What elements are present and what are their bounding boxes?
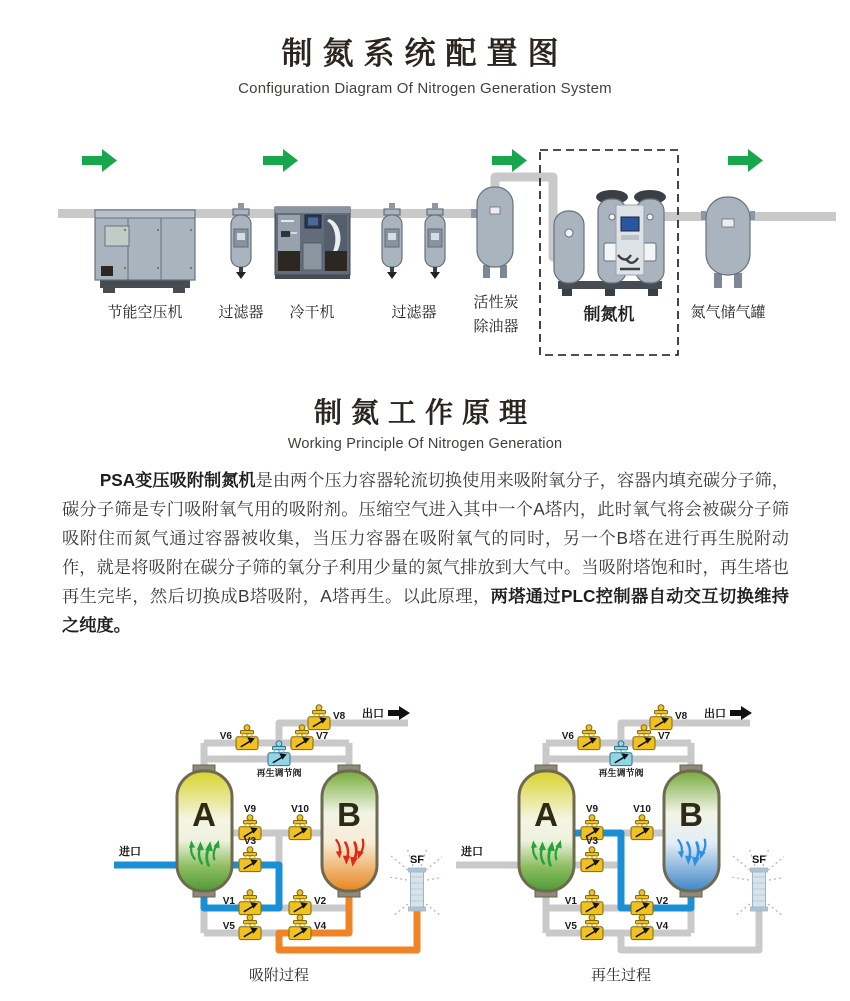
- v5-label: V5: [564, 921, 577, 932]
- v3-label: V3: [243, 836, 257, 847]
- config-header: [0, 28, 850, 97]
- sf-label: SF: [751, 854, 767, 866]
- valve-v4: [289, 915, 311, 940]
- valve-v1: [581, 890, 603, 915]
- page-subtitle: Configuration Diagram Of Nitrogen Generation System: [238, 80, 612, 97]
- v2-label: V2: [656, 896, 669, 907]
- valve-v2: [289, 890, 311, 915]
- flow-arrow-icon: [82, 149, 763, 172]
- valve-v6: [578, 725, 600, 750]
- v4-label: V4: [656, 921, 669, 932]
- tower-a-letter: A: [192, 796, 216, 833]
- tower-b: [664, 765, 719, 897]
- v7-label: V7: [658, 731, 671, 742]
- v7-label: V7: [316, 731, 329, 742]
- v1-label: V1: [564, 896, 577, 907]
- valve-v4: [631, 915, 653, 940]
- valve-v3: [239, 847, 261, 872]
- paragraph-bold-start: PSA变压吸附制氮机: [99, 470, 256, 490]
- nitrogen-generator-unit: [554, 190, 666, 296]
- tower-a-letter: A: [534, 796, 558, 833]
- system-flow-diagram: [0, 135, 850, 370]
- v8-label: V8: [333, 711, 346, 722]
- carbon-label-line2: 除油器: [473, 318, 519, 335]
- outlet-label: 出口: [704, 708, 726, 720]
- principle-paragraph: [62, 466, 789, 640]
- tower-b-letter: B: [337, 796, 361, 833]
- valve-v2: [631, 890, 653, 915]
- tower-b-letter: B: [679, 796, 703, 833]
- v8-label: V8: [675, 711, 688, 722]
- process-diagrams: [112, 695, 784, 995]
- v4-label: V4: [314, 921, 327, 932]
- nitrogen-tank-unit: [701, 197, 755, 288]
- tower-a: [177, 765, 232, 897]
- valve-v3: [581, 847, 603, 872]
- v5-label: V5: [222, 921, 235, 932]
- tower-b: [322, 765, 377, 897]
- compressor-label: 节能空压机: [107, 304, 183, 321]
- v3-label: V3: [585, 836, 599, 847]
- valve-v5: [239, 915, 261, 940]
- valve-v10: [289, 815, 311, 840]
- outlet-label: 出口: [362, 708, 384, 720]
- carbon-tank-unit: [471, 187, 513, 278]
- principle-header: [0, 391, 850, 452]
- generator-label: 制氮机: [583, 305, 635, 324]
- v10-label: V10: [633, 804, 651, 815]
- dryer-label: 冷干机: [289, 304, 335, 321]
- v6-label: V6: [219, 731, 232, 742]
- v10-label: V10: [291, 804, 309, 815]
- valve-v1: [239, 890, 261, 915]
- valve-v8: [308, 705, 330, 730]
- valve-v6: [236, 725, 258, 750]
- filter-unit-1: [231, 203, 251, 279]
- regeneration-process-diagram: [454, 695, 784, 995]
- paragraph-body: 是由两个压力容器轮流切换使用来吸附氧分子，容器内填充碳分子筛，碳分子筛是专门吸附氧气用的吸附剂。压缩空气进入其中一个A塔内，此时氧气将会被碳分子筛吸附住而氮气通过容器被收集，当压力容器在吸附氧气的同时，另一个B塔在进行再生脱附动作，就是将吸附在碳分子筛的氧分子利用少量的氮气排放到大气中。当吸附塔饱和时，再生塔也再生完毕，然后切换成B塔吸附，A塔再生。以此原理，: [62, 470, 789, 606]
- v6-label: V6: [561, 731, 574, 742]
- valve-v10: [631, 815, 653, 840]
- filter-unit-2: [382, 203, 402, 279]
- page-title: 制氮系统配置图: [281, 36, 569, 71]
- v9-label: V9: [585, 804, 599, 815]
- paragraph-bold-end: 两塔通过PLC控制器自动交互切换维持之纯度。: [62, 586, 789, 635]
- tower-a: [519, 765, 574, 897]
- filter-unit-3: [425, 203, 445, 279]
- outlet-arrow-icon: [730, 706, 752, 720]
- filter1-label: 过滤器: [218, 304, 264, 321]
- outlet-arrow-icon: [388, 706, 410, 720]
- adsorption-caption: 吸附过程: [248, 967, 310, 984]
- v2-label: V2: [314, 896, 327, 907]
- adsorption-process-diagram: [112, 695, 442, 995]
- regen-valve-label: 再生调节阀: [256, 768, 302, 778]
- v9-label: V9: [243, 804, 257, 815]
- sf-label: SF: [409, 854, 425, 866]
- inlet-label: 进口: [119, 846, 141, 858]
- compressor-unit: [95, 210, 195, 293]
- tank-label: 氮气储气罐: [690, 304, 766, 321]
- regen-valve-label: 再生调节阀: [598, 768, 644, 778]
- carbon-label-line1: 活性炭: [473, 294, 519, 311]
- inlet-label: 进口: [461, 846, 483, 858]
- valve-v5: [581, 915, 603, 940]
- filter2-label: 过滤器: [391, 304, 437, 321]
- dryer-unit: [275, 207, 350, 279]
- valve-v8: [650, 705, 672, 730]
- v1-label: V1: [222, 896, 235, 907]
- regeneration-caption: 再生过程: [590, 967, 652, 984]
- principle-title: 制氮工作原理: [313, 397, 536, 428]
- principle-subtitle: Working Principle Of Nitrogen Generation: [287, 436, 563, 452]
